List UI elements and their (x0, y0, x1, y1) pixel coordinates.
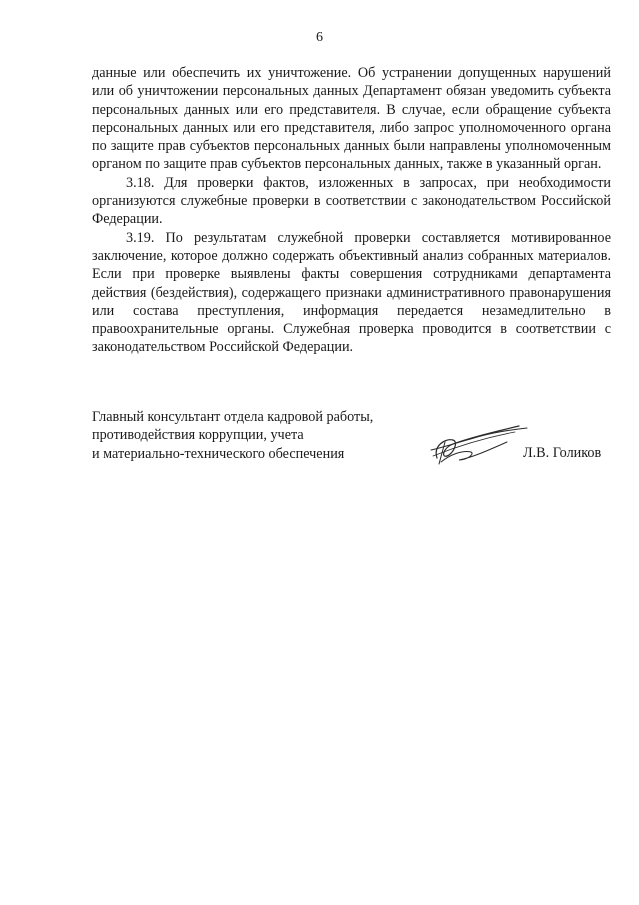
document-body (92, 64, 611, 357)
signatory-position-line: Главный консультант отдела кадровой работы, (92, 409, 374, 425)
signatory-name: Л.В. Голиков (523, 445, 602, 461)
paragraph-continuation: данные или обеспечить их уничтожение. Об устранении допущенных нарушений или об уничтожении персональных данных Департамент обязан уведомить субъекта персональных данных или его представителя. В случае, если обращение субъекта персональных данных или его представителя, либо запрос уполномоченного органа по защите прав субъектов персональных данных были направлены уполномоченным органом по защите прав субъектов персональных данных, также в указанный орган. (92, 65, 611, 173)
signatory-position-line: и материально-технического обеспечения (92, 445, 345, 462)
signatory-position-line: противодействия коррупции, учета (92, 427, 304, 444)
signatory-position (92, 408, 432, 463)
handwritten-signature (423, 420, 533, 470)
paragraph-3-19: 3.19. По результатам служебной проверки составляется мотивированное заключение, которое должно содержать объективный анализ собранных материалов. Если при проверке выявлены факты совершения сотрудниками департамента действия (бездействия), содержащего признаки административного правонарушения или состава преступления, информация передается незамедлительно в правоохранительные органы. Служебная проверка проводится в соответствии с законодательством Российской Федерации. (92, 229, 611, 356)
signature-block (92, 408, 611, 463)
page-number: 6 (316, 30, 323, 45)
paragraph-3-18: 3.18. Для проверки фактов, изложенных в запросах, при необходимости организуются служебные проверки в соответствии с законодательством Российской Федерации. (92, 174, 611, 228)
